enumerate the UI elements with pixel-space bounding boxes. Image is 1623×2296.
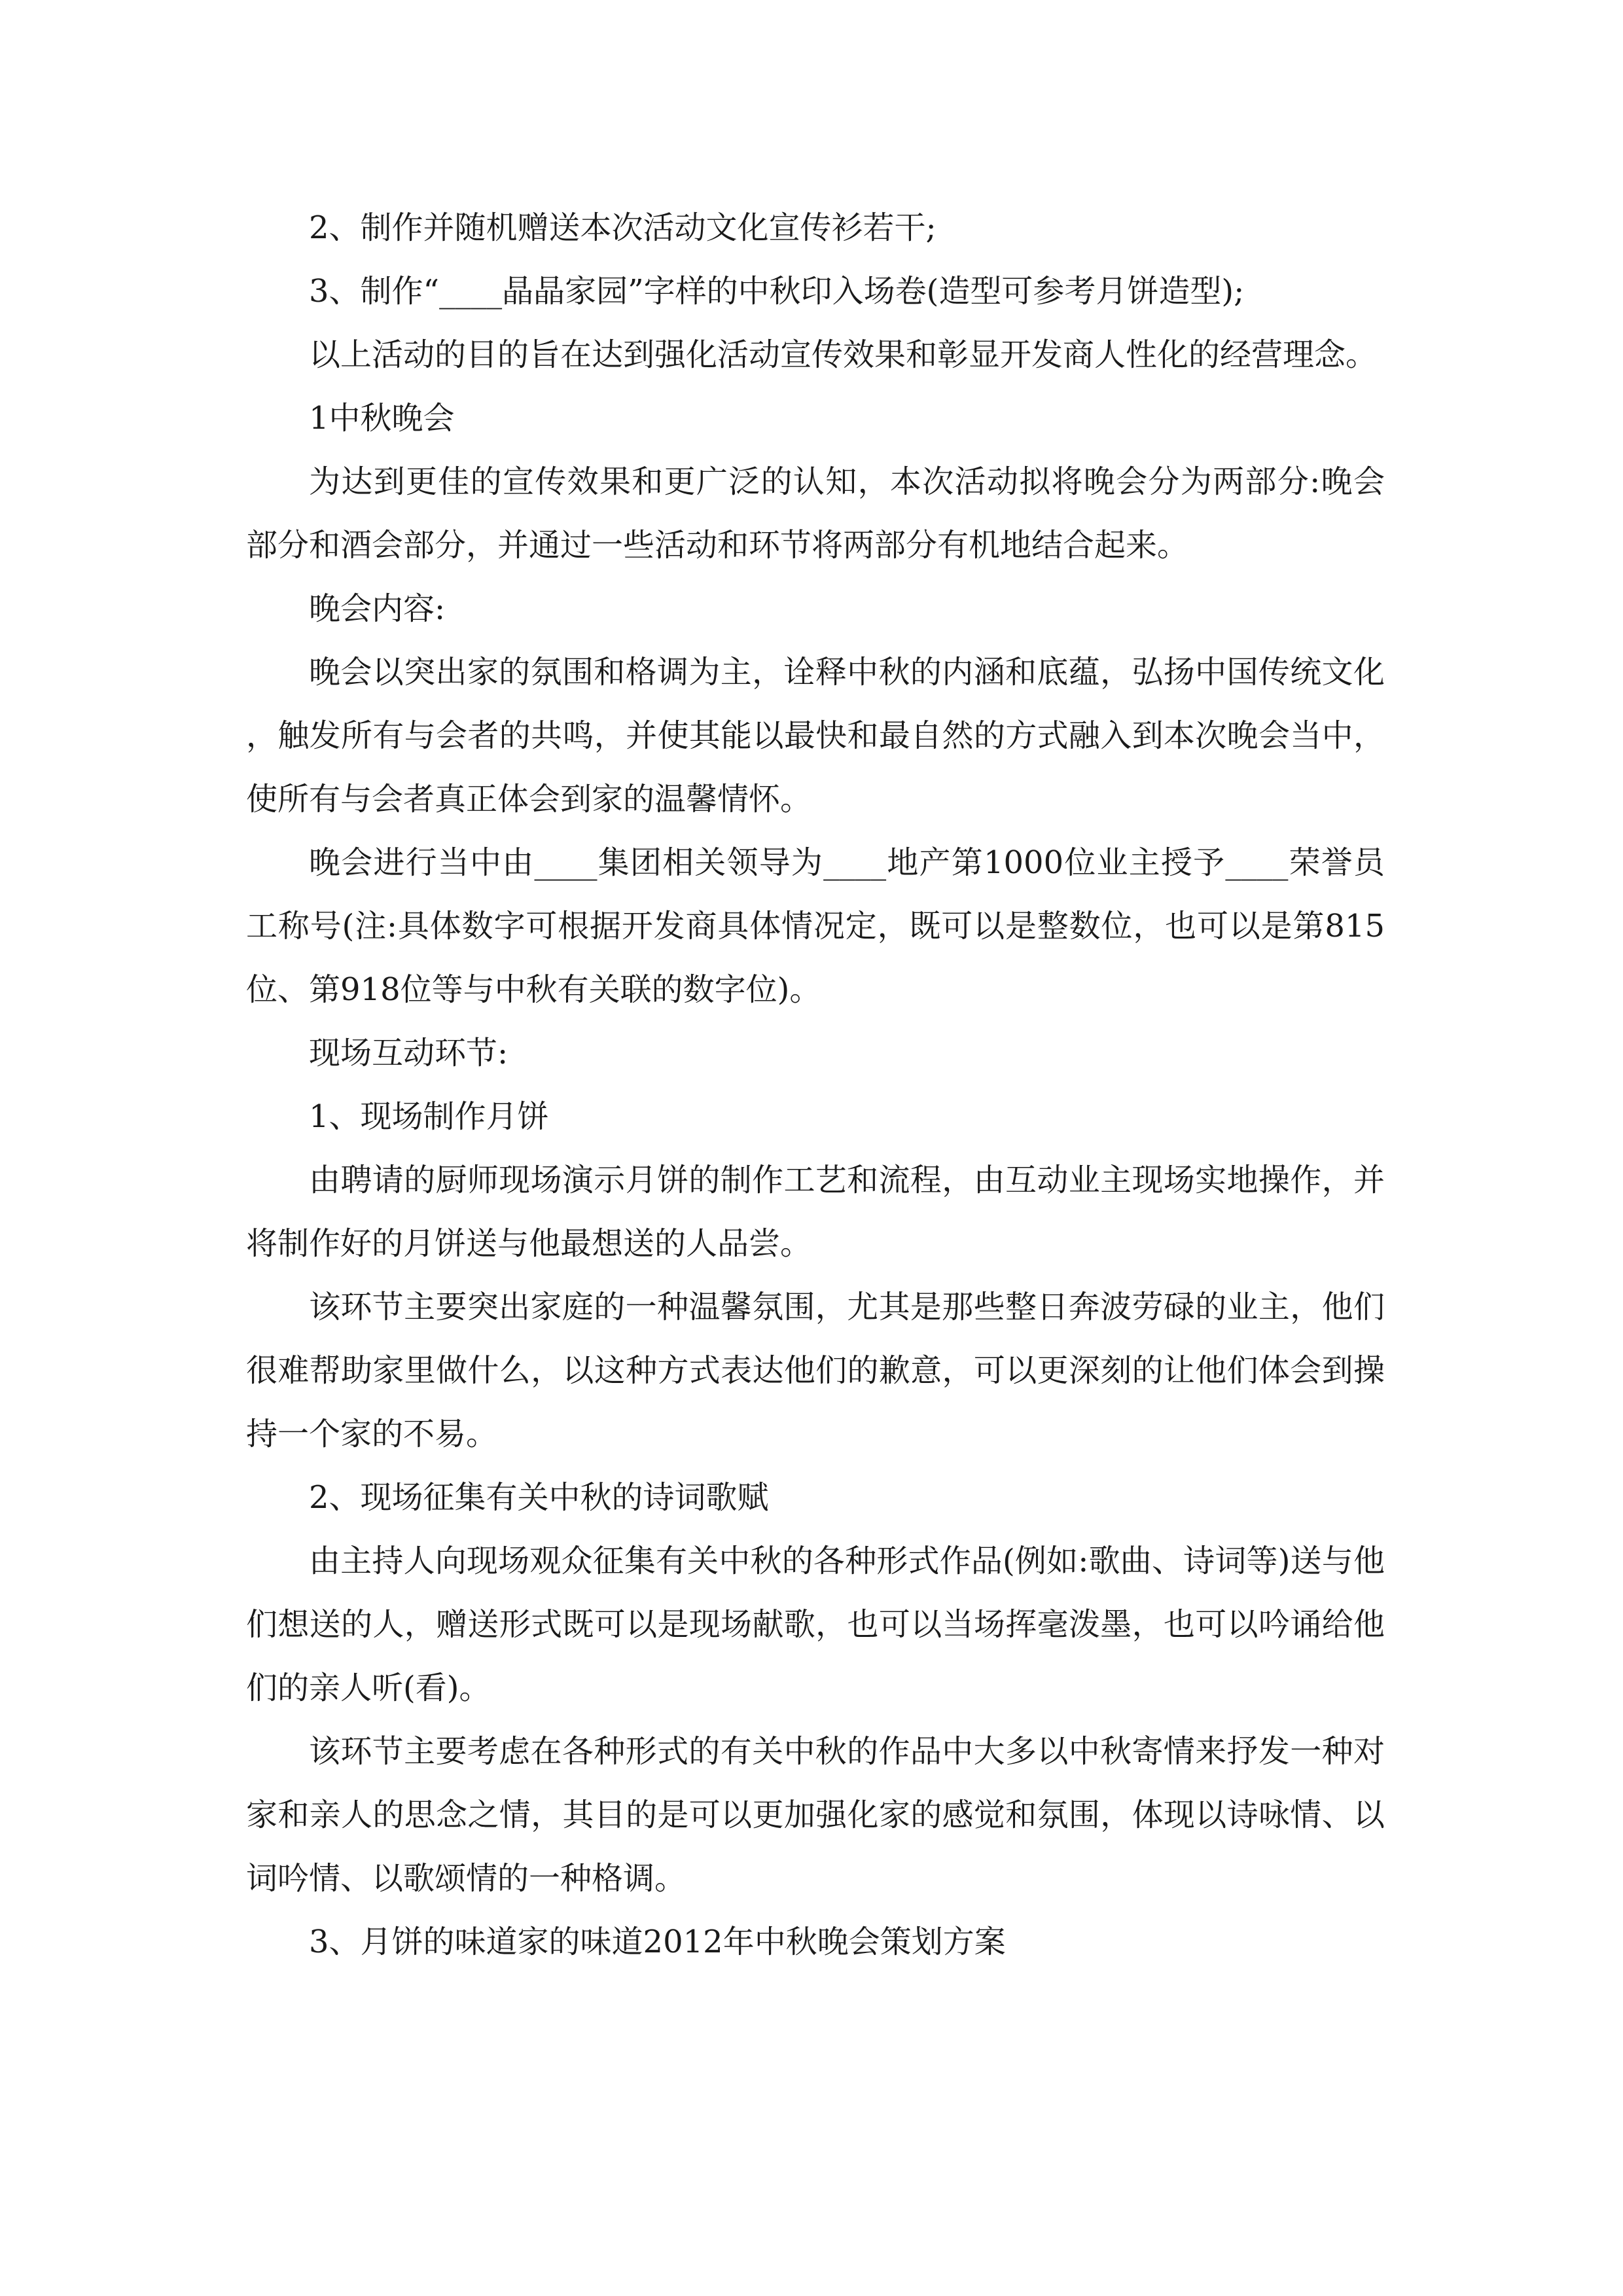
- paragraph: 以上活动的目的旨在达到强化活动宣传效果和彰显开发商人性化的经营理念。: [309, 336, 1378, 373]
- paragraph: 由聘请的厨师现场演示月饼的制作工艺和流程，由互动业主现场实地操作，并将制作好的月饼送与他最想送的人品尝。: [246, 1162, 1385, 1262]
- subheading: 晚会内容:: [309, 590, 446, 627]
- document-body: [246, 196, 1385, 1974]
- subheading: 现场互动环节:: [309, 1035, 508, 1071]
- paragraph: 该环节主要突出家庭的一种温馨氛围，尤其是那些整日奔波劳碌的业主，他们很难帮助家里做什么，以这种方式表达他们的歉意，可以更深刻的让他们体会到操持一个家的不易。: [246, 1289, 1385, 1452]
- paragraph: 由主持人向现场观众征集有关中秋的各种形式作品(例如:歌曲、诗词等)送与他们想送的人，赠送形式既可以是现场献歌，也可以当场挥毫泼墨，也可以吟诵给他们的亲人听(看)。: [246, 1543, 1385, 1706]
- paragraph: 该环节主要考虑在各种形式的有关中秋的作品中大多以中秋寄情来抒发一种对家和亲人的思念之情，其目的是可以更加强化家的感觉和氛围，体现以诗咏情、以词吟情、以歌颂情的一种格调。: [246, 1733, 1385, 1897]
- list-item: 3、月饼的味道家的味道2012年中秋晚会策划方案: [309, 1924, 1006, 1960]
- paragraph: 3、制作“____晶晶家园”字样的中秋印入场卷(造型可参考月饼造型);: [309, 273, 1245, 310]
- list-item: 1、现场制作月饼: [309, 1098, 549, 1135]
- paragraph: 为达到更佳的宣传效果和更广泛的认知，本次活动拟将晚会分为两部分:晚会部分和酒会部分，并通过一些活动和环节将两部分有机地结合起来。: [246, 463, 1385, 564]
- paragraph: 晚会进行当中由____集团相关领导为____地产第1000位业主授予____荣誉员工称号(注:具体数字可根据开发商具体情况定，既可以是整数位，也可以是第815位、第918位等与中秋有关联的数字位)。: [246, 844, 1385, 1008]
- paragraph: 晚会以突出家的氛围和格调为主，诠释中秋的内涵和底蕴，弘扬中国传统文化，触发所有与会者的共鸣，并使其能以最快和最自然的方式融入到本次晚会当中，使所有与会者真正体会到家的温馨情怀。: [246, 654, 1385, 817]
- paragraph: 2、制作并随机赠送本次活动文化宣传衫若干;: [309, 209, 936, 246]
- section-heading: 1中秋晚会: [309, 400, 455, 437]
- list-item: 2、现场征集有关中秋的诗词歌赋: [309, 1479, 769, 1516]
